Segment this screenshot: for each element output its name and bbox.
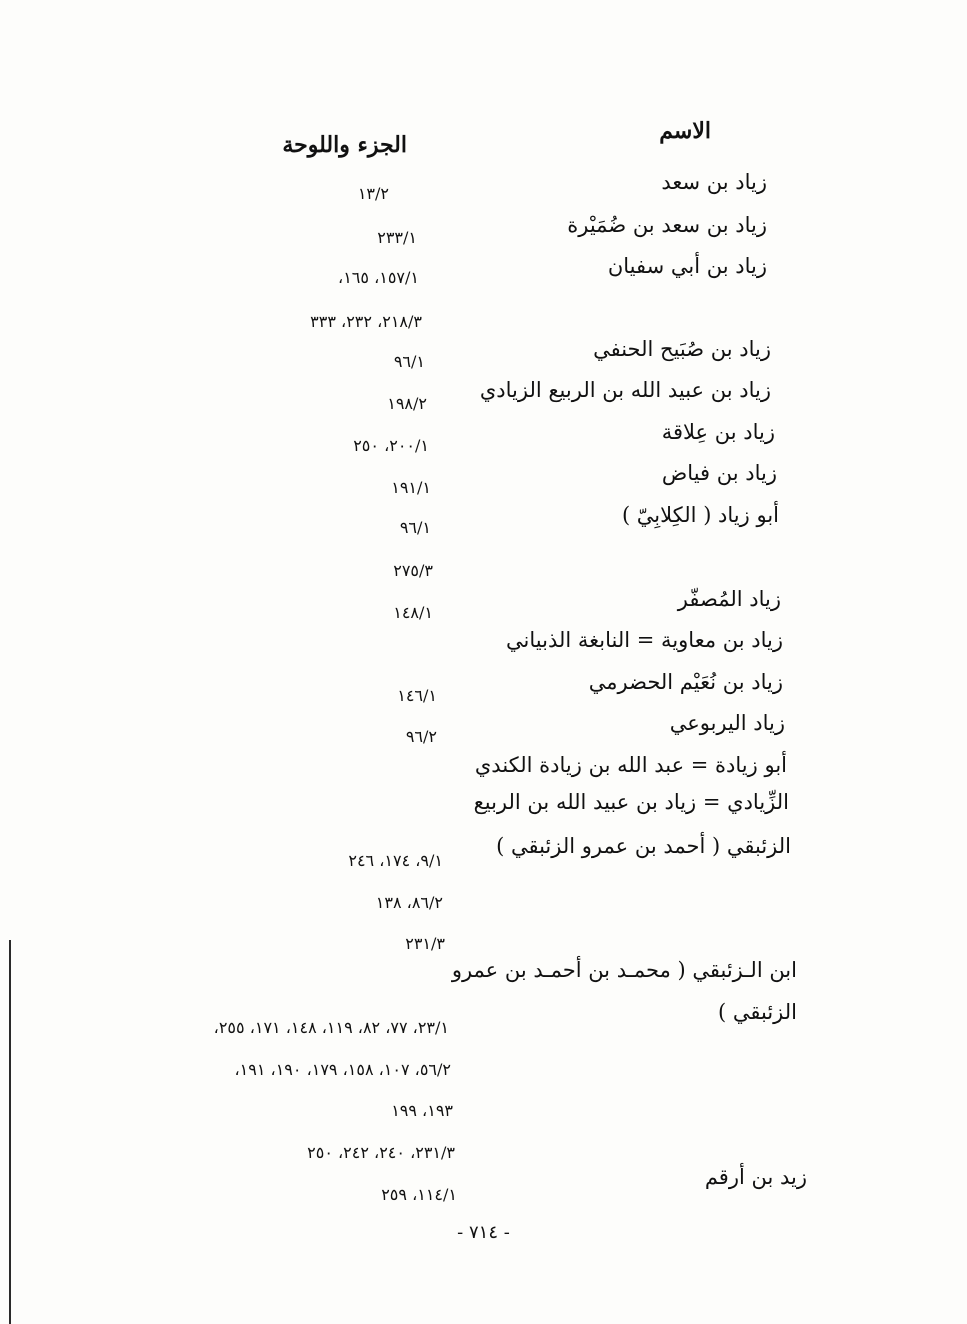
entry-name: زياد بن عِلاقة — [661, 420, 775, 444]
entry-name: زياد بن معاوية = النابغة الذبياني — [506, 628, 783, 652]
entry-name: الزئبقي ( أحمد بن عمرو الزئبقي ) — [496, 834, 791, 858]
entry-name: زياد بن سعد — [661, 170, 767, 194]
volume-page-reference: ١٤٦/١ — [397, 686, 437, 705]
name-column-header: الاسم — [659, 118, 711, 144]
page-number: - ٧١٤ - — [457, 1222, 510, 1243]
entry-name: أبو زياد ( الكِلابِيّ ) — [621, 503, 779, 527]
volume-page-reference: ٢٣/١، ٧٧، ٨٢، ١١٩، ١٤٨، ١٧١، ٢٥٥، — [213, 1018, 449, 1037]
entry-name: زياد اليربوعي — [669, 711, 785, 735]
entry-name: زياد بن صُبَيح الحنفي — [593, 337, 771, 361]
volume-page-reference: ٩/١، ١٧٤، ٢٤٦ — [348, 851, 443, 870]
volume-page-reference: ٥٦/٢، ١٠٧، ١٥٨، ١٧٩، ١٩٠، ١٩١، — [234, 1060, 451, 1079]
volume-page-reference: ٩٦/٢ — [405, 727, 437, 746]
volume-page-reference: ١٤٨/١ — [393, 603, 433, 622]
volume-page-reference: ٢٣١/٣، ٢٤٠، ٢٤٢، ٢٥٠ — [307, 1143, 455, 1162]
volume-page-reference: ٢٠٠/١، ٢٥٠ — [353, 436, 429, 455]
volume-page-reference: ٢٣١/٣ — [405, 934, 445, 953]
entry-name: زياد المُصفّر — [677, 587, 781, 611]
volume-page-reference: ٨٦/٢، ١٣٨ — [375, 893, 443, 912]
volume-page-reference: ٢٧٥/٣ — [393, 561, 433, 580]
reference-column-header: الجزء واللوحة — [282, 132, 407, 158]
entry-name: زياد بن عبيد الله بن الربيع الزيادي — [479, 378, 771, 402]
volume-page-reference: ١٣/٢ — [357, 184, 389, 203]
entry-name: زياد بن نُعَيْم الحضرمي — [588, 670, 783, 694]
entry-name: زياد بن سعد بن ضُمَيْرة — [567, 213, 767, 237]
volume-page-reference: ٩٦/١ — [393, 352, 425, 371]
entry-name: زيد بن أرقم — [704, 1165, 807, 1189]
entry-name: ابن الـزئبقي ( محمـد بن أحمـد بن عمرو — [451, 958, 797, 982]
volume-page-reference: ١٩٨/٢ — [387, 394, 427, 413]
entry-name: زياد بن أبي سفيان — [607, 254, 767, 278]
volume-page-reference: ١١٤/١، ٢٥٩ — [381, 1185, 457, 1204]
entry-name: الزئبقي ) — [718, 1000, 797, 1024]
volume-page-reference: ١٥٧/١، ١٦٥، — [338, 268, 419, 287]
volume-page-reference: ٢٣٣/١ — [377, 228, 417, 247]
volume-page-reference: ١٩١/١ — [391, 478, 431, 497]
volume-page-reference: ٩٦/١ — [399, 518, 431, 537]
entry-name: زياد بن فياض — [661, 461, 777, 485]
entry-name: الزِّيادي = زياد بن عبيد الله بن الربيع — [473, 790, 789, 814]
page-edge-line — [9, 940, 11, 1324]
entry-name: أبو زيادة = عبد الله بن زيادة الكندي — [474, 753, 787, 777]
volume-page-reference: ١٩٣، ١٩٩ — [391, 1101, 453, 1120]
volume-page-reference: ٢١٨/٣، ٢٣٢، ٣٣٣ — [310, 312, 422, 331]
